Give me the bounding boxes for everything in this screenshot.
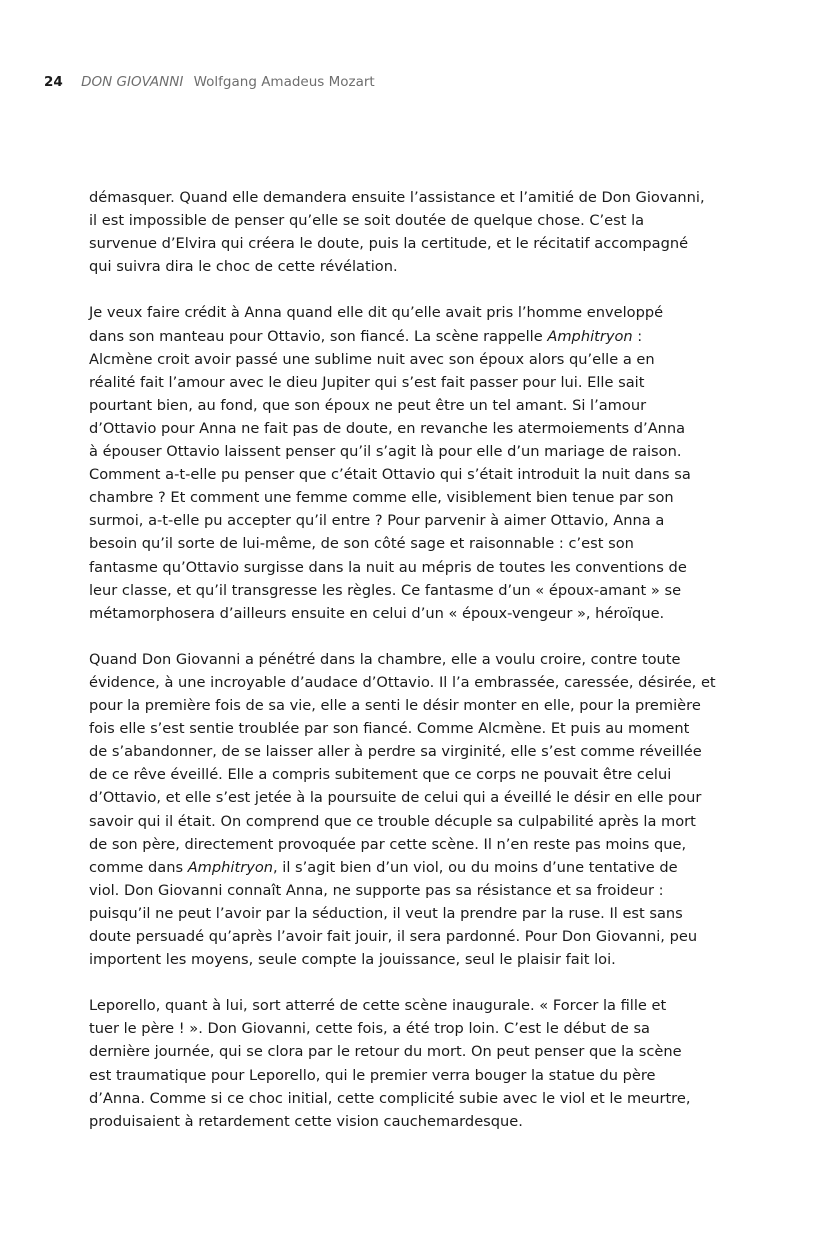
text-line: [89, 763, 749, 786]
book-title: DON GIOVANNI: [81, 74, 184, 90]
text-run: démasquer. Quand elle demandera ensuite l’assistance et l’amitié de Don Giovanni,: [89, 189, 705, 206]
text-line: [89, 186, 749, 209]
text-run: survenue d’Elvira qui créera le doute, puis la certitude, et le récitatif accompagné: [89, 235, 689, 253]
text-run: de ce rêve éveillé. Elle a compris subitement que ce corps ne pouvait être celui: [89, 766, 672, 784]
text-run: d’Ottavio pour Anna ne fait pas de doute, en revanche les atermoiements d’Anna: [89, 419, 686, 437]
text-run: comme dans: [89, 858, 188, 876]
text-line: [89, 394, 749, 417]
text-run: produisaient à retardement cette vision cauchemardesque.: [89, 1112, 523, 1130]
text-run: puisqu’il ne peut l’avoir par la séduction, il veut la prendre par la ruse. Il est sans: [89, 904, 683, 922]
text-run: dernière journée, qui se clora par le retour du mort. On peut penser que la scène: [89, 1043, 682, 1061]
italic-title: Amphitryon: [547, 327, 633, 345]
text-line: [89, 833, 749, 856]
text-run: Je veux faire crédit à Anna quand elle dit qu’elle avait pris l’homme enveloppé: [89, 304, 664, 322]
text-line: [89, 694, 749, 717]
text-run: viol. Don Giovanni connaît Anna, ne supporte pas sa résistance et sa froideur :: [89, 881, 664, 899]
text-run: tuer le père ! ». Don Giovanni, cette fois, a été trop loin. C’est le début de sa: [89, 1020, 651, 1038]
text-line: [89, 1064, 749, 1087]
text-run: Comment a-t-elle pu penser que c’était Ottavio qui s’était introduit la nuit dans sa: [89, 466, 691, 484]
page-number: 24: [44, 74, 63, 90]
text-run: pourtant bien, au fond, que son époux ne peut être un tel amant. Si l’amour: [89, 396, 647, 414]
text-line: [89, 786, 749, 809]
text-run: de s’abandonner, de se laisser aller à perdre sa virginité, elle s’est comme réveillée: [89, 743, 702, 761]
text-line: [89, 740, 749, 763]
text-run: dans son manteau pour Ottavio, son fiancé. La scène rappelle: [89, 327, 548, 345]
paragraph: [89, 186, 749, 278]
text-line: [89, 856, 749, 879]
text-line: [89, 994, 749, 1017]
text-line: [89, 810, 749, 833]
text-line: [89, 417, 749, 440]
text-run: fantasme qu’Ottavio surgisse dans la nuit au mépris de toutes les conventions de: [89, 558, 687, 576]
text-line: [89, 579, 749, 602]
text-run: à épouser Ottavio laissent penser qu’il s’agit là pour elle d’un mariage de raison.: [89, 443, 682, 461]
text-run: de son père, directement provoquée par cette scène. Il n’en reste pas moins que,: [89, 835, 687, 853]
text-run: , il s’agit bien d’un viol, ou du moins d’une tentative de: [273, 858, 678, 876]
text-run: savoir qui il était. On comprend que ce trouble décuple sa culpabilité après la mort: [89, 812, 696, 830]
book-author: Wolfgang Amadeus Mozart: [193, 74, 375, 90]
text-line: [89, 371, 749, 394]
text-line: [89, 1017, 749, 1040]
paragraph: [89, 648, 749, 971]
text-line: [89, 602, 749, 625]
text-run: fois elle s’est sentie troublée par son fiancé. Comme Alcmène. Et puis au moment: [89, 720, 690, 738]
text-line: [89, 486, 749, 509]
text-line: [89, 209, 749, 232]
text-line: [89, 301, 749, 324]
italic-title: Amphitryon: [187, 858, 274, 876]
text-line: [89, 902, 749, 925]
running-header: [44, 74, 375, 90]
text-line: [89, 1087, 749, 1110]
text-run: métamorphosera d’ailleurs ensuite en celui d’un « époux-vengeur », héroïque.: [89, 604, 665, 622]
text-run: il est impossible de penser qu’elle se soit doutée de quelque chose. C’est la: [89, 212, 645, 230]
text-line: [89, 440, 749, 463]
text-line: [89, 879, 749, 902]
text-line: [89, 648, 749, 671]
text-run: :: [632, 327, 643, 345]
text-run: besoin qu’il sorte de lui-même, de son côté sage et raisonnable : c’est son: [89, 535, 634, 553]
text-run: réalité fait l’amour avec le dieu Jupiter qui s’est fait passer pour lui. Elle sait: [89, 373, 645, 391]
text-line: [89, 717, 749, 740]
text-run: qui suivra dira le choc de cette révélation.: [89, 258, 398, 276]
text-line: [89, 948, 749, 971]
body-text: [89, 186, 749, 1156]
text-line: [89, 348, 749, 371]
text-line: [89, 532, 749, 555]
text-run: Leporello, quant à lui, sort atterré de cette scène inaugurale. « Forcer la fille et: [89, 997, 667, 1015]
text-run: Alcmène croit avoir passé une sublime nuit avec son époux alors qu’elle a en: [89, 350, 655, 368]
text-run: est traumatique pour Leporello, qui le premier verra bouger la statue du père: [89, 1066, 656, 1084]
text-line: [89, 1110, 749, 1133]
text-line: [89, 255, 749, 278]
text-line: [89, 509, 749, 532]
text-line: [89, 1040, 749, 1063]
text-line: [89, 463, 749, 486]
text-run: doute persuadé qu’après l’avoir fait jouir, il sera pardonné. Pour Don Giovanni, peu: [89, 928, 698, 945]
paragraph: [89, 301, 749, 624]
text-run: pour la première fois de sa vie, elle a senti le désir monter en elle, pour la première: [89, 697, 701, 715]
text-run: importent les moyens, seule compte la jouissance, seul le plaisir fait loi.: [89, 951, 616, 969]
text-run: d’Ottavio, et elle s’est jetée à la poursuite de celui qui a éveillé le désir en elle pour: [89, 789, 702, 807]
text-line: [89, 925, 749, 948]
text-line: [89, 556, 749, 579]
paragraph: [89, 994, 749, 1133]
text-run: évidence, à une incroyable d’audace d’Ottavio. Il l’a embrassée, caressée, désirée, et: [89, 673, 716, 691]
text-line: [89, 232, 749, 255]
text-line: [89, 325, 749, 348]
text-run: d’Anna. Comme si ce choc initial, cette complicité subie avec le viol et le meurtre,: [89, 1089, 691, 1107]
text-run: Quand Don Giovanni a pénétré dans la chambre, elle a voulu croire, contre toute: [89, 650, 681, 668]
text-run: leur classe, et qu’il transgresse les règles. Ce fantasme d’un « époux-amant » se: [89, 581, 682, 599]
text-run: surmoi, a-t-elle pu accepter qu’il entre ? Pour parvenir à aimer Ottavio, Anna a: [89, 512, 665, 530]
text-line: [89, 671, 749, 694]
text-run: chambre ? Et comment une femme comme elle, visiblement bien tenue par son: [89, 489, 674, 507]
